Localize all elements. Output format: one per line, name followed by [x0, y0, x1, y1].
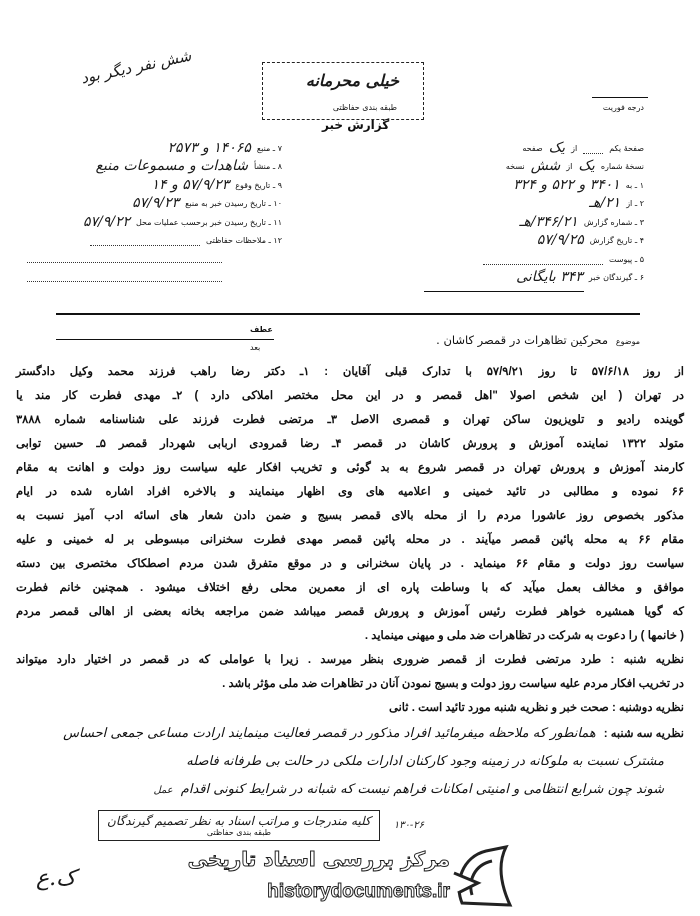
- field-row: [424, 176, 644, 195]
- top-handwritten-note: شش نفر دیگر بود: [79, 46, 193, 88]
- field-row: [424, 158, 644, 177]
- initials: ک.ع: [36, 866, 76, 891]
- field-label: ۸ ـ منشأ: [254, 162, 282, 172]
- form-title: گزارش خبر: [322, 118, 390, 132]
- field-row: [20, 158, 282, 177]
- field-row: [424, 250, 644, 269]
- field-label: از: [571, 143, 578, 153]
- handwritten-row: [16, 748, 684, 776]
- handwritten-row: [16, 776, 684, 804]
- field-label: ۴ ـ تاریخ گزارش: [589, 236, 644, 246]
- watermark-en: historydocuments.ir: [267, 881, 450, 902]
- field-value: ۵۷/۹/۲۲: [82, 213, 130, 230]
- body-line: سیاست روز دولت و مقام ۶۶ مینماید . در پایان سخنرانی و در موقع متفرق شدن مردم اصطکاک مختصری بین دسته: [16, 558, 684, 570]
- field-label: نسخه: [505, 162, 525, 172]
- field-row: [20, 176, 282, 195]
- handwritten-line: شوند چون شرایع انتظامی و امنیتی امکانات فراهم نیست که شبانه در شرایط کنونی اقدام: [180, 782, 664, 797]
- handwritten-line: همانطور که ملاحظه میفرمائید افراد مذکور در قمصر فعالیت مینمایند ارادت مساعی جمعی احساس: [63, 726, 596, 741]
- opinion-tuesday-label: نظریه سه شنبه :: [603, 728, 684, 740]
- field-label: از: [566, 162, 573, 172]
- field-label: صفحه: [522, 143, 543, 153]
- bottom-stamp-caption: طبقه بندی حفاظتی: [206, 828, 271, 837]
- bottom-handwritten: کلیه مندرجات و مراتب اسناد به نظر تصمیم گیرندگان: [107, 814, 371, 828]
- opinion-saturday-cont: در تخریب افکار مردم علیه سیاست روز دولت و بسیج نمودن آنان در تظاهرات ضد ملی مؤثر باشد .: [222, 678, 684, 690]
- field-row: [424, 269, 644, 288]
- body-line: ( خانمها ) را دعوت به شرکت در تظاهرات ضد ملی و میهنی مینماید .: [364, 630, 684, 642]
- field-value: شاهدات و مسموعات منبع: [95, 158, 248, 175]
- field-label: ۱۰ ـ تاریخ رسیدن خبر به منبع: [185, 199, 282, 209]
- reference-label: عطف: [250, 325, 273, 334]
- right-fields: [424, 139, 644, 292]
- field-value: یک: [578, 158, 595, 175]
- priority-label: درجه فوریت: [602, 103, 644, 112]
- opinion-tuesday-row: [16, 720, 684, 748]
- opinion-saturday: نظریه شنبه : طرد مرتضی فطرت از قمصر ضروری بنظر میرسد . زیرا با عواملی که در قمصر در اختیار دارد میتواند: [16, 654, 684, 666]
- field-label: ۲ ـ از: [626, 199, 644, 209]
- field-label: ۵ ـ پیوست: [608, 254, 644, 264]
- left-fields: [20, 139, 282, 282]
- body-line: مذکور بخصوص روز عاشورا مردم را از محله بالای قمصر بسیج و ضمن دادن شعار های اسائه ادب آمیز نسبت به: [16, 510, 684, 522]
- body-line: که گویا همشیره خواهر فطرت رئیس آموزش و پرورش قمصر میباشد ضمن مراجعه بخانه بعضی از اهالی قمصر مردم: [16, 606, 684, 618]
- field-row: [424, 195, 644, 214]
- body-line: موافق و مخالف بعمل میآید که با وساطت پاره ای از معمرین محلی رفع اختلاف میشود . همچنین خانم فطرت: [16, 582, 684, 594]
- body-line: مقام ۶۶ به محله پائین قمصر میآیند . در محله پائین قمصر مهدی فطرت سخنرانی مبسوطی بر له خمینی و علیه: [16, 534, 685, 546]
- field-label: ۱ ـ به: [625, 180, 644, 190]
- field-value: ۱۴۰۶۵ و ۲۵۷۳: [167, 139, 251, 156]
- field-row: [424, 213, 644, 232]
- field-row: [20, 195, 282, 214]
- document-archive-icon: [452, 843, 516, 915]
- field-label: صفحهٔ یکم: [609, 143, 644, 153]
- field-value: ۲۱/هـ: [588, 195, 621, 212]
- subject-value: محرکین تظاهرات در قمصر کاشان .: [436, 333, 608, 347]
- field-label: ۱۲ ـ ملاحظات حفاظتی: [206, 236, 282, 246]
- body-line: در تهران ( این شخص اصولا "اهل قمصر و در این محل مختصر املاکی دارد ) ۲ـ مهدی فطرت کار مند یا: [16, 390, 684, 402]
- bottom-row: [16, 810, 684, 841]
- field-row: [424, 139, 644, 158]
- body-line: کارمند آموزش و پرورش تهران در قمصر شروع به بد گوئی و تخریب افکار علیه سیاست روز دولت و اهانت به مقام: [16, 462, 684, 474]
- following-label: بعد: [250, 343, 261, 352]
- body-line: متولد ۱۳۲۲ نماینده آموزش و پرورش کاشان در قمصر ۴ـ رضا قمرودی اربابی شهردار قمصر ۵ـ حسین توابی: [16, 438, 684, 450]
- field-value: ۵۷/۹/۲۳ و ۱۴: [151, 176, 230, 193]
- field-row: [20, 139, 282, 158]
- watermark-logo: [187, 841, 520, 916]
- subject-label: موضوع: [615, 337, 640, 346]
- field-label: ۳ ـ شماره گزارش: [583, 217, 644, 227]
- report-body: [16, 360, 684, 916]
- field-row: [424, 232, 644, 251]
- field-value: یک: [548, 139, 566, 156]
- archive-code: ۱۳۰-۲۶: [393, 820, 424, 831]
- field-row: [20, 232, 282, 251]
- field-label: ۱۱ ـ تاریخ رسیدن خبر برحسب عملیات محل: [136, 217, 282, 227]
- field-label: ۶ ـ گیرندگان خبر: [588, 273, 644, 283]
- handwritten-line: مشترک نسبت به ملوکانه در زمینه وجود کارکنان ادارات ملکی در حالت بی طرفانه فاصله: [186, 754, 664, 769]
- opinion-monday: نظریه دوشنبه : صحت خبر و نظریه شنبه مورد تائید است . ثانی: [389, 702, 684, 714]
- field-value: ۳۴۰۱ و ۵۲۲ و ۳۲۴: [513, 176, 620, 193]
- body-line: از روز ۵۷/۶/۱۸ تا روز ۵۷/۹/۲۱ با تدارک قبلی آقایان : ۱ـ دکتر رضا راهب فرزند محمد وکیل دادگستر: [16, 366, 684, 378]
- classification-stamp-text: خیلی محرمانه: [305, 71, 399, 90]
- field-value: شش: [530, 158, 561, 175]
- field-row: [20, 213, 282, 232]
- field-label: ۷ ـ منبع: [256, 143, 282, 153]
- classification-stamp: [262, 62, 424, 120]
- body-line: ۶۶ نموده و مطالبی در تائید خمینی و اعلامیه های وی اظهار مینمایند و بالاخره افراد اشاره شده در ایام: [16, 486, 684, 498]
- classification-stamp-caption: طبقه بندی حفاظتی: [332, 103, 397, 112]
- footer-row: [16, 841, 684, 916]
- side-note: عمل: [153, 785, 173, 796]
- bottom-stamp: [98, 810, 380, 841]
- field-value: ۳۴۶/۲۱/هـ: [519, 213, 578, 230]
- field-label: نسخهٔ شماره: [600, 162, 644, 172]
- field-value: ۵۷/۹/۲۳: [132, 195, 180, 212]
- field-label: ۹ ـ تاریخ وقوع: [235, 180, 282, 190]
- field-value: ۳۴۳ بایگانی: [516, 269, 583, 286]
- body-line: گوینده رادیو و تلویزیون ساکن تهران و قمصری الاصل ۳ـ مرتضی فطرت فرزند علی شناسنامه شماره ۳۸۸۸: [16, 414, 684, 426]
- watermark-fa: مرکز بررسی اسناد تاریخی: [187, 847, 450, 871]
- field-value: ۵۷/۹/۲۵: [536, 232, 584, 249]
